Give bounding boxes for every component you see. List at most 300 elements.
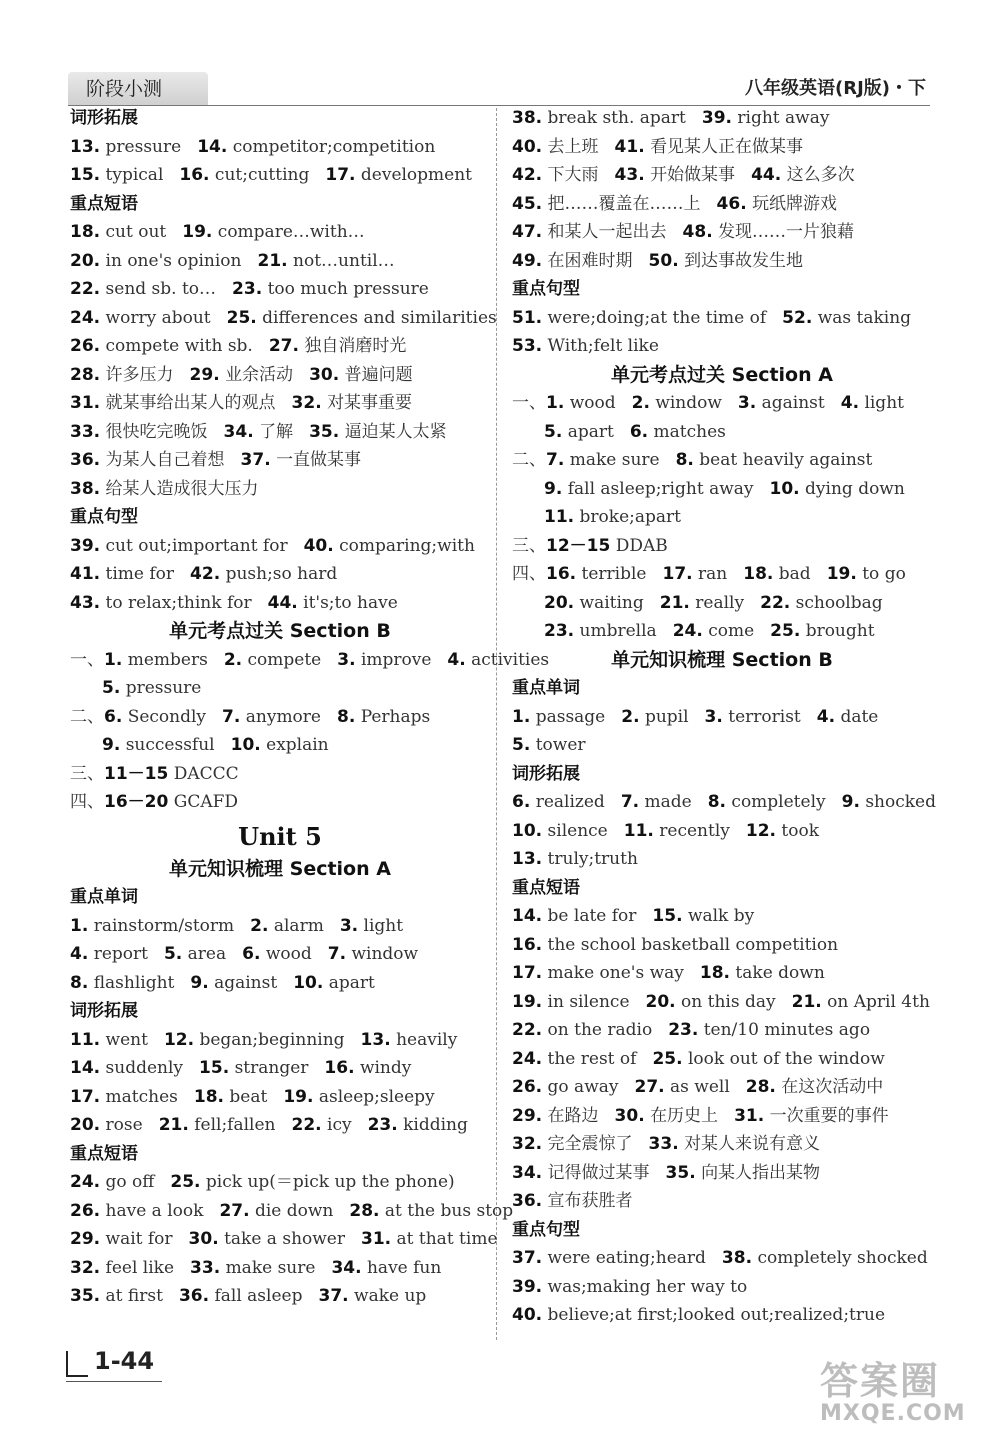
answer-item [546,536,668,556]
answer-line [512,446,932,475]
answer-item [232,279,429,299]
question-number: 2. [621,706,640,727]
answer-line [70,1083,490,1112]
part-marker: 四、 [70,792,104,812]
answer-text: pressure [105,136,182,157]
answer-text: was taking [817,307,912,328]
answer-line [70,389,490,418]
question-number: 24. [672,621,703,641]
answer-text: matches [105,1086,178,1107]
question-number: 48. [682,222,713,242]
question-number: 39. [701,108,732,128]
question-number: 34. [331,1257,362,1278]
question-number: 26. [512,1077,543,1097]
answer-line [70,646,550,675]
question-number: 8. [707,792,727,812]
answer-item [792,992,930,1012]
question-number: 5. [102,678,121,698]
answer-item [70,1115,143,1135]
answer-item [734,1106,889,1126]
answer-text: 在路边 [547,1105,599,1126]
question-number: 20. [70,250,101,271]
answer-item [782,308,911,328]
question-number: 1. [512,706,531,727]
footer-rule [66,1381,162,1382]
answer-item [241,450,362,470]
answer-text: members [127,649,208,670]
answer-item [512,1020,652,1040]
question-number: 24. [512,1048,543,1069]
question-number: 20. [70,1115,101,1135]
answer-text: apart [567,421,614,442]
answer-item [283,1087,434,1107]
question-number: 40. [303,535,334,556]
answer-item [705,707,801,727]
question-number: 11. [70,1029,101,1050]
question-number: 34. [223,421,254,442]
category-heading: 重点句型 [512,1219,580,1240]
answer-item [512,336,659,356]
question-number: 2. [250,915,269,936]
answer-text: go away [547,1077,619,1097]
answer-text: 下大雨 [547,165,599,185]
question-number: 9. [841,792,860,812]
answer-text: really [695,592,745,613]
question-number: 9. [102,735,121,755]
answer-line [512,418,932,447]
answer-text: cut out [105,222,167,242]
answer-item [702,108,830,128]
answer-item [268,593,398,613]
answer-item [512,792,605,812]
answer-item [722,1248,928,1268]
question-number: 2. [631,393,650,413]
answer-line [512,1159,932,1188]
page-mark-icon [66,1351,88,1377]
answer-text: at the bus stop [384,1200,514,1221]
question-number: 50. [648,250,679,271]
answer-item [544,479,754,499]
answer-item [292,393,413,413]
question-number: 9. [544,478,563,499]
question-number: 12. [163,1029,195,1050]
answer-item [70,251,242,271]
answer-item [646,992,776,1012]
answer-text: began;beginning [199,1029,345,1050]
answer-item [70,916,234,936]
answer-item [250,916,324,936]
answer-text: pick up(＝pick up the phone) [205,1172,455,1192]
answer-item [512,1305,885,1325]
category-heading: 重点短语 [512,877,580,898]
answer-text: ran [698,564,728,584]
answer-item [512,1134,633,1154]
answer-line [70,361,490,390]
question-number: 10. [769,478,800,499]
answer-item [164,1030,345,1050]
question-number: 15. [199,1058,230,1078]
answer-text: fall asleep;right away [567,478,754,499]
answer-text: wait for [105,1229,173,1249]
answer-text: asleep;sleepy [318,1086,435,1107]
answer-text: light [363,915,404,936]
question-number: 22. [512,1020,543,1040]
answer-line [70,940,490,969]
answer-item [842,792,936,812]
answer-line [512,959,932,988]
answer-text: too much pressure [267,279,429,299]
question-number: 51. [512,307,543,328]
question-number: 23. [367,1115,398,1135]
answer-item [104,707,206,727]
answer-line [70,1254,490,1283]
answer-text: heavily [396,1029,458,1050]
question-number: 32. [512,1134,543,1154]
question-number: 25. [770,621,801,641]
answer-line [70,1197,514,1226]
question-number: 18. [699,963,731,983]
question-number: 5. [163,944,183,964]
answer-text: made [644,792,692,812]
answer-text: the rest of [547,1048,637,1069]
question-number: 10. [230,735,261,755]
question-number: 52. [782,307,813,328]
answer-item [70,393,276,413]
answer-text: cut out;important for [105,535,288,556]
answer-text: at first [105,1286,163,1306]
question-number: 22. [760,592,791,613]
question-number: 25. [170,1172,201,1192]
answer-item [222,707,321,727]
answer-item [309,365,413,385]
answer-item [70,1201,203,1221]
answer-text: icy [327,1115,352,1135]
answer-item [70,564,174,584]
answer-text: look out of the window [687,1048,885,1069]
question-number: 6. [242,944,261,964]
answer-item [224,422,294,442]
answer-item [361,1229,498,1249]
question-number: 17. [70,1086,101,1107]
answer-item [512,308,766,328]
answer-text: go off [105,1172,155,1192]
question-number: 17. [662,564,693,584]
answer-text: 发现……一片狼藉 [718,222,855,242]
answer-text: 许多压力 [105,364,174,385]
answer-text: 到达事故发生地 [684,250,804,271]
question-number: 34. [512,1162,543,1183]
question-number: 6. [104,706,123,727]
answer-line [70,475,490,504]
answer-text: right away [737,108,830,128]
question-number: 45. [512,193,543,214]
question-number: 18. [193,1086,224,1107]
answer-text: report [93,944,148,964]
question-number: 38. [70,478,101,499]
answer-text: wood [569,393,616,413]
answer-item [349,1201,513,1221]
answer-text: 逼迫某人太紧 [344,421,447,442]
answer-text: were eating;heard [547,1248,706,1268]
question-number: 1. [546,393,565,413]
question-number: 33. [190,1257,221,1278]
question-number: 26. [70,336,101,356]
question-number: 16. [512,934,543,955]
answer-text: 一直做某事 [276,450,362,470]
question-number: 33. [70,421,101,442]
question-number: 40. [512,136,543,157]
answer-text: terrorist [728,706,801,727]
watermark-logo [820,1350,990,1426]
answer-line [70,788,490,817]
answer-item [512,1277,747,1297]
question-number: 40. [512,1305,543,1325]
question-number: 27. [219,1200,250,1221]
question-number: 36. [178,1286,210,1306]
answer-item [368,1115,468,1135]
answer-text: 宣布获胜者 [547,1191,633,1211]
answer-item [512,1163,650,1183]
answer-text: fell;fallen [194,1115,276,1135]
answer-text: 对某人来说有意义 [684,1134,821,1154]
question-number: 8. [70,972,89,993]
answer-text: Secondly [127,706,207,727]
answer-item [512,821,608,841]
answer-text: differences and similarities [262,307,497,328]
answer-text: 开始做某事 [650,165,736,185]
question-number: 28. [349,1200,380,1221]
answer-item [512,935,838,955]
answer-text: comparing;with [339,535,475,556]
answer-line [512,389,932,418]
answer-text: compete [247,649,322,670]
answer-item [304,536,475,556]
answer-item [70,1229,173,1249]
answer-text: 完全震惊了 [547,1134,633,1154]
answer-text: to go [862,564,906,584]
answer-item [70,222,166,242]
answer-text: rose [105,1115,143,1135]
answer-item [666,1163,821,1183]
answer-item [337,650,431,670]
part-marker: 一、 [512,393,546,413]
question-number: 36. [512,1191,543,1211]
answer-text: window [655,393,722,413]
question-number: 46. [716,193,747,214]
answer-text: suddenly [105,1058,184,1078]
answer-text: 一次重要的事件 [769,1105,889,1126]
answer-text: terrible [581,564,647,584]
answer-item [258,251,395,271]
answer-line [70,589,490,618]
answer-item [512,137,599,157]
answer-text: 普遍问题 [344,364,413,385]
question-number: 24. [70,307,101,328]
answer-item [70,1030,148,1050]
section-tab: 阶段小测 [68,72,208,106]
answer-line [70,969,490,998]
answer-line [512,247,932,276]
answer-item [512,906,636,926]
answer-item [770,479,905,499]
answer-item [70,1286,163,1306]
answer-text: competitor;competition [232,136,436,157]
answer-line [512,503,932,532]
answer-text: recently [659,820,730,841]
answer-item [309,422,447,442]
question-number: 28. [70,364,101,385]
answer-text: make one's way [547,963,684,983]
question-number: 11. [544,507,575,527]
answer-item [676,450,873,470]
answer-item [70,308,211,328]
answer-text: took [781,820,819,841]
answer-text: completely [731,792,826,812]
answer-item [269,336,407,356]
question-number: 35. [665,1162,696,1183]
answer-item [546,393,616,413]
part-marker: 三、 [70,763,104,784]
answer-line [512,988,932,1017]
answer-item [331,1258,441,1278]
question-number: 44. [751,165,782,185]
answer-text: not…until… [293,250,395,271]
answer-line [512,817,932,846]
question-number: 6. [629,421,649,442]
category-heading: 重点句型 [70,507,138,527]
answer-text: make sure [569,450,660,470]
question-number: 20. [645,991,676,1012]
answer-text: development [360,165,473,185]
answer-line [70,418,490,447]
answer-item [512,1106,599,1126]
answer-text: silence [547,820,608,841]
answer-item [104,792,238,812]
question-number: 1. [70,915,89,936]
answer-text: send sb. to… [105,279,217,299]
answer-text: against [761,393,825,413]
answer-line [512,931,932,960]
answer-line [70,133,490,162]
answer-text: to relax;think for [105,592,252,613]
answer-line [512,133,932,162]
answer-item [512,194,701,214]
question-number: 13. [512,849,543,869]
answer-item [70,536,288,556]
answer-item [70,1172,154,1192]
question-number: 20. [544,592,575,613]
answer-item [70,450,225,470]
answer-item [546,450,660,470]
answer-text: time for [105,564,175,584]
answer-item [70,165,163,185]
answer-text: passage [535,706,606,727]
answer-line [512,475,932,504]
answer-item [324,1058,411,1078]
answer-line [512,1244,932,1273]
answer-item [102,735,215,755]
answer-item [649,251,804,271]
answer-text: kidding [403,1115,468,1135]
answer-item [293,973,375,993]
question-number: 19. [182,222,213,242]
answer-item [630,422,726,442]
question-number: 10. [512,820,543,841]
answer-text: beat [229,1086,268,1107]
question-number: 9. [190,972,209,993]
question-number: 3. [704,706,723,727]
answer-text: 就某事给出某人的观点 [105,393,276,413]
question-number: 30. [188,1229,219,1249]
question-number: 18. [743,564,774,584]
answer-text: area [187,944,227,964]
answer-text: 对某事重要 [327,393,413,413]
answer-line [512,617,932,646]
answer-text: explain [266,735,329,755]
answer-item [224,650,321,670]
category-heading: 词形拓展 [70,108,138,128]
question-number: 8. [336,706,356,727]
answer-text: improve [360,649,432,670]
answer-item [512,251,633,271]
question-number: 19. [826,564,857,584]
answer-item [660,593,744,613]
answer-text: in one's opinion [105,250,242,271]
answer-item [827,564,906,584]
answer-item [70,973,174,993]
answer-text: pressure [125,678,202,698]
question-number: 31. [70,393,101,413]
question-number: 31. [361,1229,392,1249]
answer-item [663,564,728,584]
question-number: 13. [70,136,101,157]
column-divider [496,108,497,1340]
answer-text: 和某人一起出去 [547,222,667,242]
answer-text: With;felt like [547,336,659,356]
question-number: 37. [318,1286,349,1306]
question-number: 21. [659,592,690,613]
answer-text: waiting [579,592,644,613]
answer-line [70,218,490,247]
answer-item [325,165,472,185]
question-number: 19. [512,991,543,1012]
answer-text: 去上班 [547,136,599,157]
section-title: 单元考点过关 Section B [169,620,391,642]
answer-line [512,1045,932,1074]
answer-text: stranger [234,1058,309,1078]
question-number: 25. [226,307,257,328]
question-number: 39. [70,535,101,556]
answer-line [512,104,932,133]
answer-item [179,165,309,185]
category-heading: 重点句型 [512,279,580,299]
answer-item [70,422,208,442]
answer-line [70,247,490,276]
answer-line [512,1102,932,1131]
answer-item [170,1172,454,1192]
answer-text: 独自消磨时光 [304,336,407,356]
question-number: 10. [293,972,324,993]
answer-line [70,1054,490,1083]
answer-line [512,731,932,760]
question-number: 47. [512,222,543,242]
answer-text: 在困难时期 [547,250,633,271]
answer-item [512,963,684,983]
answer-text: umbrella [579,621,657,641]
answer-item [738,393,825,413]
answer-text: at that time [396,1229,498,1249]
category-heading: 词形拓展 [70,1001,138,1021]
